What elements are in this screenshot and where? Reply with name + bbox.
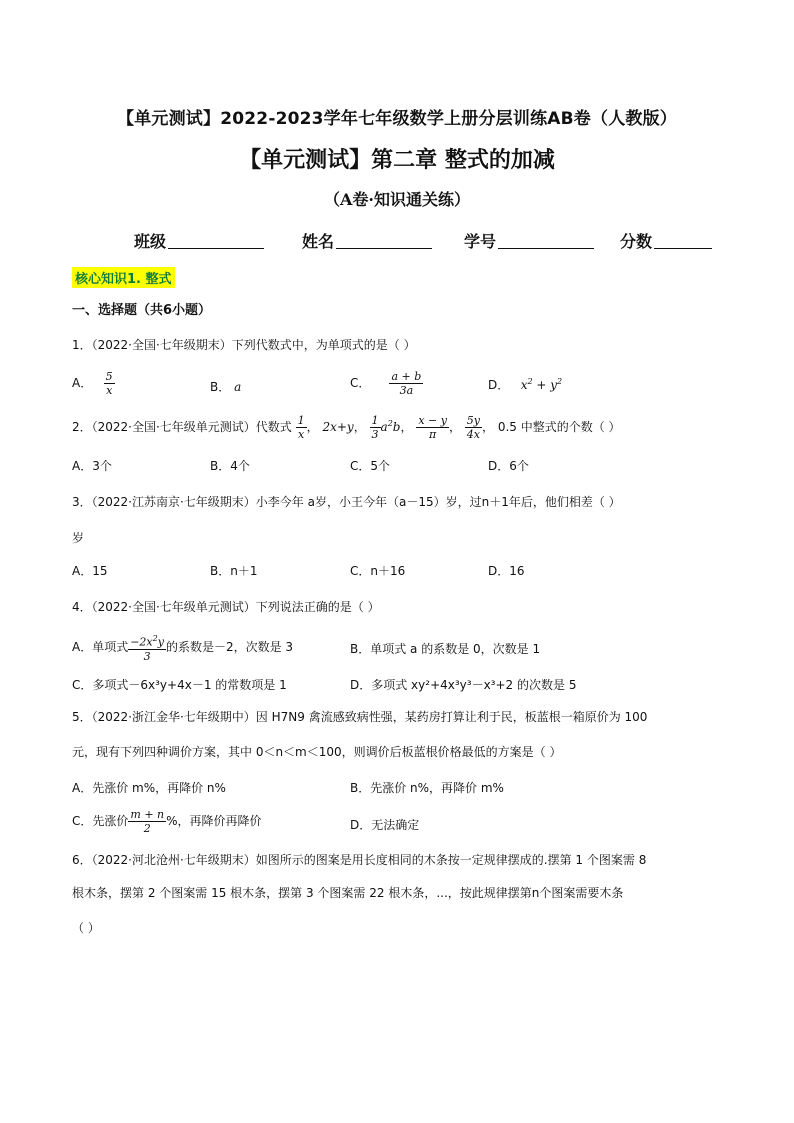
question-3-option-d: D．16: [488, 564, 525, 578]
field-score: 分数: [620, 229, 712, 252]
question-5-option-a: A．先涨价 m%，再降价 n%: [72, 781, 226, 795]
question-2-option-d: D．6个: [488, 459, 529, 473]
question-3-option-c: C．n＋16: [350, 564, 406, 578]
question-1-option-c: C． $\frac{a + b}{3a}$: [350, 370, 422, 397]
question-4-option-a: A．单项式 $\frac{-2x^2y}{3}$ 的系数是－2，次数是 3: [72, 634, 294, 663]
question-3-stem-cont: 岁: [72, 531, 85, 545]
question-3-stem: 3．（2022·江苏南京·七年级期末）小李今年 a岁，小王今年（a－15）岁，过n＋1年后，他们相差（ ）: [72, 495, 621, 509]
field-class: 班级: [134, 229, 264, 252]
subtitle: （A卷·知识通关练）: [324, 190, 470, 209]
field-name: 姓名: [302, 229, 432, 252]
question-4-option-b: B．单项式 a 的系数是 0，次数是 1: [350, 642, 541, 656]
question-5-stem-cont: 元，现有下列四种调价方案，其中 0＜n＜m＜100，则调价后板蓝根价格最低的方案是（ ）: [72, 745, 562, 759]
question-6-answer-blank: （ ）: [72, 921, 100, 935]
question-1-option-b: B． a: [210, 380, 242, 394]
question-1-stem: 1．（2022·全国·七年级期末）下列代数式中，为单项式的是（ ）: [72, 338, 416, 352]
question-2-option-a: A．3个: [72, 459, 112, 473]
field-student-id: 学号: [464, 229, 594, 252]
question-3-option-b: B．n＋1: [210, 564, 258, 578]
question-4-option-c: C．多项式－6x³y+4x－1 的常数项是 1: [72, 678, 287, 692]
student-info-fields: [134, 229, 734, 253]
question-6-stem: 6．（2022·河北沧州·七年级期末）如图所示的图案是用长度相同的木条按一定规律摆成的.摆第 1 个图案需 8: [72, 853, 647, 867]
question-6-stem-cont: 根木条，摆第 2 个图案需 15 根木条，摆第 3 个图案需 22 根木条，...，按此规律摆第n个图案需要木条: [72, 886, 624, 900]
question-4-stem: 4．（2022·全国·七年级单元测试）下列说法正确的是（ ）: [72, 600, 380, 614]
question-1-option-a: A． $\frac{5}{x}$: [72, 370, 113, 397]
question-5-stem: 5．（2022·浙江金华·七年级期中）因 H7N9 禽流感致病性强，某药房打算让利于民，板蓝根一箱原价为 100: [72, 710, 648, 724]
question-2-option-c: C．5个: [350, 459, 391, 473]
question-5-option-c: C．先涨价 $\frac{m + n}{2}$ %，再降价再降价: [72, 808, 262, 835]
document-title: 【单元测试】2022-2023学年七年级数学上册分层训练AB卷（人教版）: [117, 109, 677, 129]
part-heading: 一、选择题（共6小题）: [72, 303, 212, 318]
question-1-option-d: D． $x^2 + y^2$: [488, 377, 563, 392]
question-5-option-d: D．无法确定: [350, 818, 420, 832]
question-2-option-b: B．4个: [210, 459, 250, 473]
question-5-option-b: B．先涨价 n%，再降价 m%: [350, 781, 504, 795]
question-4-option-d: D．多项式 xy²+4x³y³－x³+2 的次数是 5: [350, 678, 577, 692]
question-2-stem: 2．（2022·全国·七年级单元测试）代数式 $\frac{1}{x}$ ， 2x+y， $\frac{1}{3}$ $a^2b$， $\frac{x - y}{\pi}$ ， $\frac{5y}{4x}$ ， 0.5 中整式的个数（ ）: [72, 414, 621, 441]
chapter-title: 【单元测试】第二章 整式的加减: [239, 147, 555, 173]
section-label: 核心知识1. 整式: [72, 267, 175, 288]
question-3-option-a: A．15: [72, 564, 108, 578]
